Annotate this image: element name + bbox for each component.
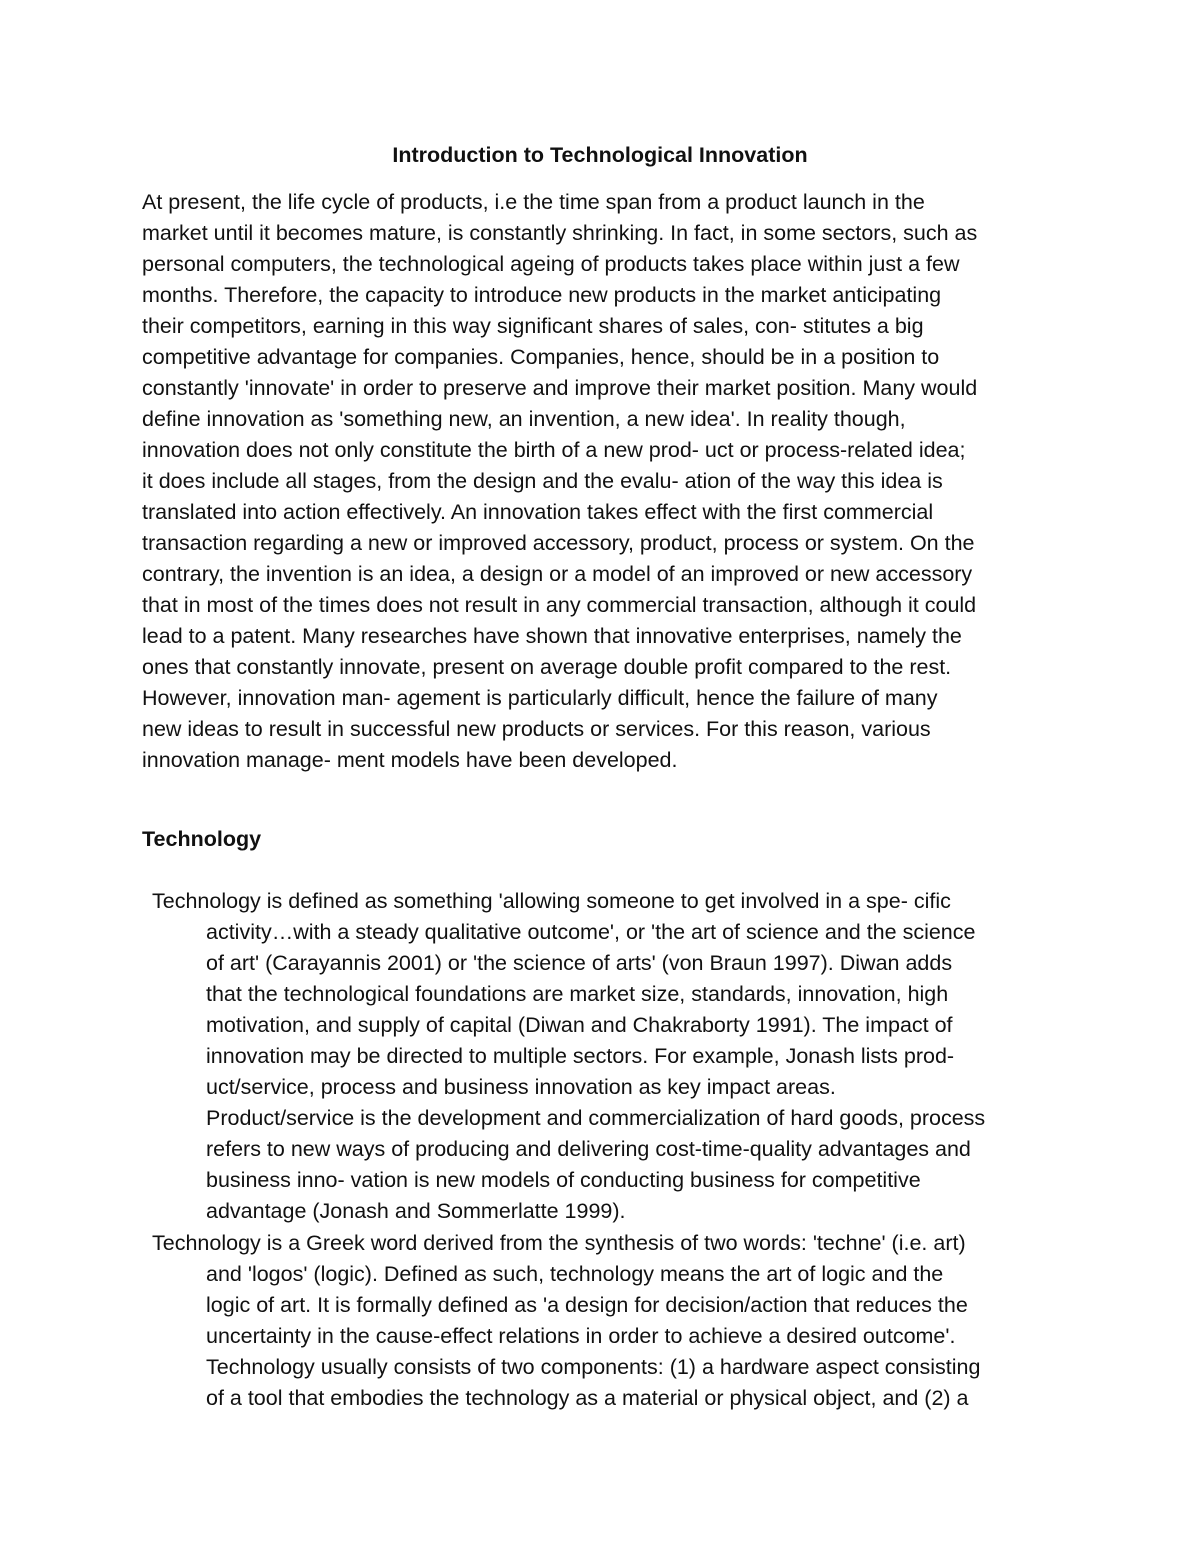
intro-line: ones that constantly innovate, present on average double profit compared to the rest. (142, 655, 952, 679)
technology-paragraph-1 (152, 886, 1072, 1227)
intro-line: innovation does not only constitute the birth of a new prod- uct or process-related idea; (142, 438, 966, 462)
paragraph-line: uncertainty in the cause-effect relations in order to achieve a desired outcome'. (206, 1324, 956, 1348)
intro-line: market until it becomes mature, is constantly shrinking. In fact, in some sectors, such as (142, 221, 978, 245)
intro-line: translated into action effectively. An innovation takes effect with the first commercial (142, 500, 934, 524)
intro-line: constantly 'innovate' in order to preserve and improve their market position. Many would (142, 376, 978, 400)
paragraph-line: and 'logos' (logic). Defined as such, technology means the art of logic and the (206, 1262, 944, 1286)
paragraph-line: logic of art. It is formally defined as 'a design for decision/action that reduces the (206, 1293, 968, 1317)
intro-line: lead to a patent. Many researches have shown that innovative enterprises, namely the (142, 624, 962, 648)
paragraph-line: Technology usually consists of two components: (1) a hardware aspect consisting (206, 1355, 981, 1379)
intro-line: However, innovation man- agement is particularly difficult, hence the failure of many (142, 686, 938, 710)
intro-paragraph (142, 187, 1072, 776)
paragraph-line: Technology is a Greek word derived from the synthesis of two words: 'techne' (i.e. art) (152, 1231, 966, 1255)
intro-line: months. Therefore, the capacity to introduce new products in the market anticipating (142, 283, 942, 307)
intro-line: competitive advantage for companies. Companies, hence, should be in a position to (142, 345, 940, 369)
intro-line: innovation manage- ment models have been developed. (142, 748, 678, 772)
paragraph-line: uct/service, process and business innovation as key impact areas. (206, 1075, 836, 1099)
intro-line: it does include all stages, from the design and the evalu- ation of the way this idea is (142, 469, 943, 493)
paragraph-line: business inno- vation is new models of conducting business for competitive (206, 1168, 921, 1192)
intro-line: their competitors, earning in this way significant shares of sales, con- stitutes a big (142, 314, 924, 338)
technology-paragraph-2 (152, 1228, 1072, 1414)
section-heading-technology: Technology (142, 827, 262, 851)
intro-line: that in most of the times does not result in any commercial transaction, although it could (142, 593, 977, 617)
paragraph-line: of art' (Carayannis 2001) or 'the science of arts' (von Braun 1997). Diwan adds (206, 951, 953, 975)
intro-line: new ideas to result in successful new products or services. For this reason, various (142, 717, 931, 741)
paragraph-line: of a tool that embodies the technology as a material or physical object, and (2) a (206, 1386, 969, 1410)
paragraph-line: activity…with a steady qualitative outcome', or 'the art of science and the science (206, 920, 976, 944)
intro-line: contrary, the invention is an idea, a design or a model of an improved or new accessory (142, 562, 973, 586)
intro-line: transaction regarding a new or improved accessory, product, process or system. On the (142, 531, 975, 555)
intro-line: define innovation as 'something new, an invention, a new idea'. In reality though, (142, 407, 906, 431)
document-title: Introduction to Technological Innovation (392, 143, 808, 167)
paragraph-line: Technology is defined as something 'allowing someone to get involved in a spe- cific (152, 889, 951, 913)
paragraph-line: innovation may be directed to multiple sectors. For example, Jonash lists prod- (206, 1044, 955, 1068)
paragraph-line: advantage (Jonash and Sommerlatte 1999). (206, 1199, 626, 1223)
intro-line: At present, the life cycle of products, i.e the time span from a product launch in the (142, 190, 925, 214)
paragraph-line: motivation, and supply of capital (Diwan and Chakraborty 1991). The impact of (206, 1013, 953, 1037)
paragraph-line: Product/service is the development and commercialization of hard goods, process (206, 1106, 986, 1130)
paragraph-line: refers to new ways of producing and delivering cost-time-quality advantages and (206, 1137, 971, 1161)
intro-line: personal computers, the technological ageing of products takes place within just a few (142, 252, 960, 276)
paragraph-line: that the technological foundations are market size, standards, innovation, high (206, 982, 949, 1006)
